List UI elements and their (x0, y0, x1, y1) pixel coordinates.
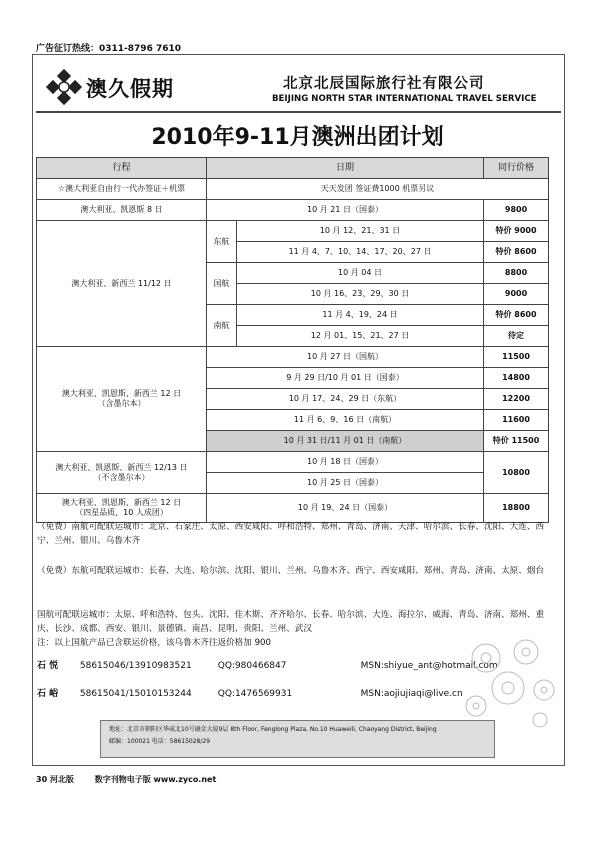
air-china-connections: 国航可配联运城市：太原、呼和浩特、包头、沈阳、佳木斯、齐齐哈尔、长春、哈尔滨、大连、海拉尔、威海、青岛、济南、郑州、重庆、长沙、成都、西安、银川、景德镇、南昌、昆明、贵阳、兰州、武汉 (37, 610, 545, 634)
price-cell: 待定 (484, 326, 549, 347)
date-cell: 10 月 04 日 (237, 263, 484, 284)
price-cell: 8800 (484, 263, 549, 284)
south-airline-connections: （免费）南航可配联运城市：北京、石家庄、太原、西安咸阳、呼和浩特、郑州、青岛、济南、天津、哈尔滨、长春、沈阳、大连、西宁、兰州、银川、乌鲁木齐 (37, 522, 545, 546)
table-row (37, 347, 549, 368)
route-label: 澳大利亚、凯恩斯、新西兰 12 日 (61, 498, 182, 507)
page-title: 2010年9-11月澳洲出团计划 (151, 125, 444, 150)
address-postcode-phone: 邮编：100021 电话：58615028/29 (109, 738, 211, 745)
price-cell: 10800 (484, 452, 549, 494)
contact-msn: MSN:shiyue_ant@hotmail.com (360, 661, 498, 671)
date-cell: 11 月 4、19、24 日 (237, 305, 484, 326)
price-note: 注：以上国航产品已含联运价格，该乌鲁木齐往返价格加 900 (37, 638, 271, 648)
date-cell: 10 月 25 日（国泰） (207, 473, 484, 494)
airline-cell: 南航 (207, 305, 237, 347)
price-cell: 12200 (484, 389, 549, 410)
logo-icon (44, 68, 84, 108)
route-cell: 澳大利亚、凯恩斯 8 日 (37, 200, 207, 221)
route-cell (37, 494, 207, 523)
price-cell: 特价 11500 (484, 431, 549, 452)
date-cell: 天天发团 签证费1000 机票另议 (207, 179, 549, 200)
route-cell: 澳大利亚、新西兰 11/12 日 (37, 221, 207, 347)
header-route: 行程 (37, 158, 207, 179)
table-row (37, 494, 549, 523)
price-cell: 特价 8600 (484, 305, 549, 326)
schedule-table (36, 157, 549, 523)
price-cell: 特价 8600 (484, 242, 549, 263)
address-line: 地址：北京市朝阳区华威北10号融金大厦9层 8th Floor, Fenglong Plaza, No.10 Huaweili, Chaoyang District, Beijing (109, 726, 437, 733)
date-cell: 9 月 29 日/10 月 01 日（国泰） (207, 368, 484, 389)
contact-name: 石 峪 (37, 689, 59, 699)
date-cell: 10 月 16、23、29、30 日 (237, 284, 484, 305)
table-row (37, 221, 549, 242)
table-header-row (37, 158, 549, 179)
brand-name: 澳久假期 (86, 77, 174, 101)
contact-row (37, 658, 498, 671)
contact-msn: MSN:aojiujiaqi@live.cn (360, 689, 463, 699)
date-cell: 11 月 4、7、10、14、17、20、27 日 (237, 242, 484, 263)
date-cell: 10 月 18 日（国泰） (207, 452, 484, 473)
contact-qq: QQ:980466847 (217, 661, 287, 671)
contact-phone: 58615041/15010153244 (79, 689, 192, 699)
price-cell: 11600 (484, 410, 549, 431)
price-cell: 9800 (484, 200, 549, 221)
date-cell: 11 月 6、9、16 日（南航） (207, 410, 484, 431)
price-cell: 特价 9000 (484, 221, 549, 242)
price-cell: 14800 (484, 368, 549, 389)
table-row (37, 452, 549, 473)
date-cell: 10 月 27 日（国航） (207, 347, 484, 368)
page-number: 30 河北版 (36, 775, 74, 784)
route-cell (37, 347, 207, 452)
route-cell: ☆澳大利亚自由行一代办签证＋机票 (37, 179, 207, 200)
route-sublabel: （四星品质，10 人成团） (75, 508, 168, 517)
route-sublabel: （不含墨尔本） (93, 472, 150, 482)
company-name-cn: 北京北辰国际旅行社有限公司 (283, 76, 485, 92)
footer-site: 数字刊物电子版 www.zyco.net (94, 775, 217, 784)
price-cell: 11500 (484, 347, 549, 368)
price-cell: 9000 (484, 284, 549, 305)
airline-cell: 国航 (207, 263, 237, 305)
contact-qq: QQ:1476569931 (217, 689, 293, 699)
address-box (100, 720, 495, 758)
date-cell: 10 月 17、24、29 日（东航） (207, 389, 484, 410)
header-date: 日期 (207, 158, 484, 179)
route-cell (37, 452, 207, 494)
route-sublabel: （含墨尔本） (97, 399, 146, 408)
east-airline-connections: （免费）东航可配联运城市：长春、大连、哈尔滨、沈阳、银川、兰州、乌鲁木齐、西宁、西安咸阳、郑州、青岛、济南、太原、烟台 (37, 566, 545, 576)
contact-row (37, 686, 463, 699)
price-cell: 18800 (484, 494, 549, 523)
company-name-en: BEIJING NORTH STAR INTERNATIONAL TRAVEL SERVICE (272, 94, 537, 104)
header-price: 同行价格 (484, 158, 549, 179)
date-cell: 10 月 19、24 日（国泰） (207, 494, 484, 523)
route-label: 澳大利亚、凯恩斯、新西兰 12 日 (61, 389, 182, 398)
contact-phone: 58615046/13910983521 (79, 661, 192, 671)
date-cell: 12 月 01、15、21、27 日 (237, 326, 484, 347)
route-label: 澳大利亚、凯恩斯、新西兰 12/13 日 (55, 462, 188, 472)
header-divider (36, 111, 561, 113)
flower-decoration (456, 628, 560, 728)
date-cell: 10 月 12、21、31 日 (237, 221, 484, 242)
table-row (37, 179, 549, 200)
airline-cell: 东航 (207, 221, 237, 263)
date-cell: 10 月 21 日（国泰） (207, 200, 484, 221)
table-row (37, 200, 549, 221)
date-cell: 10 月 31 日/11 月 01 日（南航） (207, 431, 484, 452)
footer (36, 774, 216, 785)
ad-hotline: 广告征订热线：0311-8796 7610 (36, 44, 182, 54)
contact-name: 石 悦 (37, 661, 59, 671)
